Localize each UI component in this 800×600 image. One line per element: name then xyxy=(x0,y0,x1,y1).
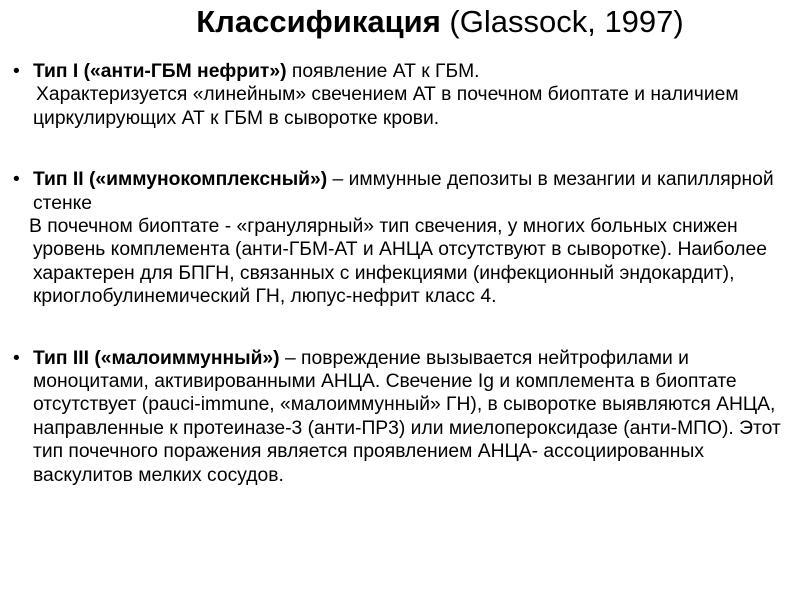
bullet-heading: Тип II («иммунокомплексный») xyxy=(33,169,328,191)
bullet-text: – иммунные депозиты в мезангии и капиллярной стенке xyxy=(33,169,774,214)
slide-title xyxy=(0,2,800,42)
paragraph-type-2: В почечном биоптате - «гранулярный» тип свечения, у многих больных снижен уровень комплемента (анти-ГБМ-АТ и АНЦА отсутствуют в сыворотке). Наиболее характерен для БПГН, связанных с инфекциями (инфекционный эндокардит), криоглобулинемический ГН, люпус-нефрит класс 4. xyxy=(29,216,767,308)
spacer xyxy=(13,309,797,347)
bullet-heading: Тип I («анти-ГБМ нефрит») xyxy=(33,61,287,82)
bullet-marker xyxy=(13,168,27,191)
bullet-text: – повреждение вызывается нейтрофилами и моноцитами, активированными АНЦА. Свечение Ig и комплемента в биоптате отсутствует (pauci-immune, «малоиммунный» ГН), в сыворотке выявляются АНЦА, направленные к протеиназе-3 (анти-ПР3) или миелопероксидазе (анти-МПО). Этот тип почечного поражения является проявлением АНЦА- ассоциированных васкулитов мелких сосудов. xyxy=(33,347,781,486)
bullet-type-2 xyxy=(13,168,797,215)
title-bold: Классификация xyxy=(196,4,441,39)
bullet-marker xyxy=(13,60,27,83)
bullet-marker xyxy=(13,347,27,370)
spacer xyxy=(13,130,797,168)
slide-content xyxy=(13,60,797,487)
bullet-text: появление АТ к ГБМ. xyxy=(286,61,480,82)
bullet-heading: Тип III («малоиммунный») xyxy=(33,347,280,369)
title-rest: (Glassock, 1997) xyxy=(440,4,684,39)
paragraph-type-1: Характеризуется «линейным» свечением АТ в почечном биоптате и наличием циркулирующих АТ к ГБМ в сыворотке крови. xyxy=(33,84,739,129)
bullet-type-3 xyxy=(13,347,797,487)
bullet-type-1 xyxy=(13,60,797,83)
